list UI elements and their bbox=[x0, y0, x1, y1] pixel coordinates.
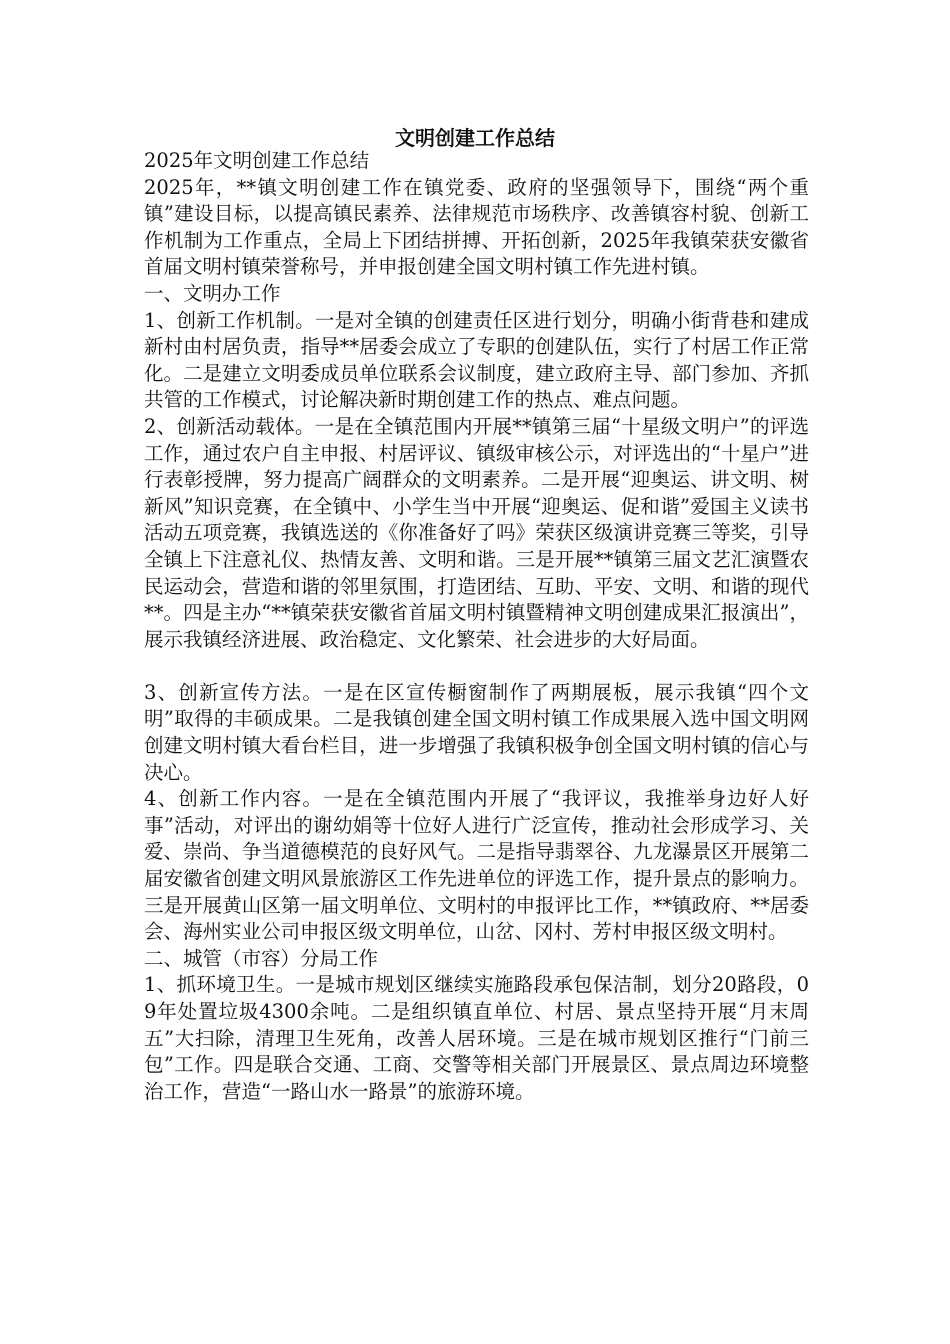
paragraph-activity-carrier: 2、创新活动载体。一是在全镇范围内开展**镇第三届“十星级文明户”的评选工作，通过农户自主申报、村居评议、镇级审核公示，对评选出的“十星户”进行表彰授牌，努力提高广阔群众的文明素养。二是开展“迎奥运、讲文明、树新风”知识竞赛，在全镇中、小学生当中开展“迎奥运、促和谐”爱国主义读书活动五项竞赛，我镇选送的《你准备好了吗》荣获区级演讲竞赛三等奖，引导全镇上下注意礼仪、热情友善、文明和谐。三是开展**镇第三届文艺汇演暨农民运动会，营造和谐的邻里氛围，打造团结、互助、平安、文明、和谐的现代**。四是主办“**镇荣获安徽省首届文明村镇暨精神文明创建成果汇报演出”，展示我镇经济进展、政治稳定、文化繁荣、社会进步的大好局面。 bbox=[144, 414, 809, 651]
intro-paragraph: 2025年，**镇文明创建工作在镇党委、政府的坚强领导下，围绕“两个重镇”建设目标，以提高镇民素养、法律规范市场秩序、改善镇容村貌、创新工作机制为工作重点，全局上下团结拼搏、开拓创新，2025年我镇荣获安徽省首届文明村镇荣誉称号，并申报创建全国文明村镇工作先进村镇。 bbox=[144, 175, 809, 279]
subtitle-line: 2025年文明创建工作总结 bbox=[144, 149, 370, 172]
section-heading-1: 一、文明办工作 bbox=[144, 281, 281, 305]
document-body bbox=[144, 148, 809, 1105]
paragraph-environment: 1、抓环境卫生。一是城市规划区继续实施路段承包保洁制，划分20路段，09年处置垃圾4300余吨。二是组织镇直单位、村居、景点坚持开展“月末周五”大扫除，清理卫生死角，改善人居环境。三是在城市规划区推行“门前三包”工作。四是联合交通、工商、交警等相关部门开展景区、景点周边环境整治工作，营造“一路山水一路景”的旅游环境。 bbox=[144, 973, 809, 1103]
document-title: 文明创建工作总结 bbox=[395, 126, 555, 150]
section-heading-2: 二、城管（市容）分局工作 bbox=[144, 946, 379, 970]
paragraph-work-content: 4、创新工作内容。一是在全镇范围内开展了“我评议，我推举身边好人好事”活动，对评出的谢幼娟等十位好人进行广泛宣传，推动社会形成学习、关爱、崇尚、争当道德模范的良好风气。二是指导翡翠谷、九龙瀑景区开展第二届安徽省创建文明风景旅游区工作先进单位的评选工作，提升景点的影响力。三是开展黄山区第一届文明单位、文明村的申报评比工作，**镇政府、**居委会、海州实业公司申报区级文明单位，山岔、冈村、芳村申报区级文明村。 bbox=[144, 787, 809, 944]
paragraph-work-mechanism: 1、创新工作机制。一是对全镇的创建责任区进行划分，明确小街背巷和建成新村由村居负责，指导**居委会成立了专职的创建队伍，实行了村居工作正常化。二是建立文明委成员单位联系会议制度，建立政府主导、部门参加、齐抓共管的工作模式，讨论解决新时期创建工作的热点、难点问题。 bbox=[144, 308, 809, 412]
paragraph-publicity-method: 3、创新宣传方法。一是在区宣传橱窗制作了两期展板，展示我镇“四个文明”取得的丰硕成果。二是我镇创建全国文明村镇工作成果展入选中国文明网创建文明村镇大看台栏目，进一步增强了我镇积极争创全国文明村镇的信心与决心。 bbox=[144, 680, 809, 784]
